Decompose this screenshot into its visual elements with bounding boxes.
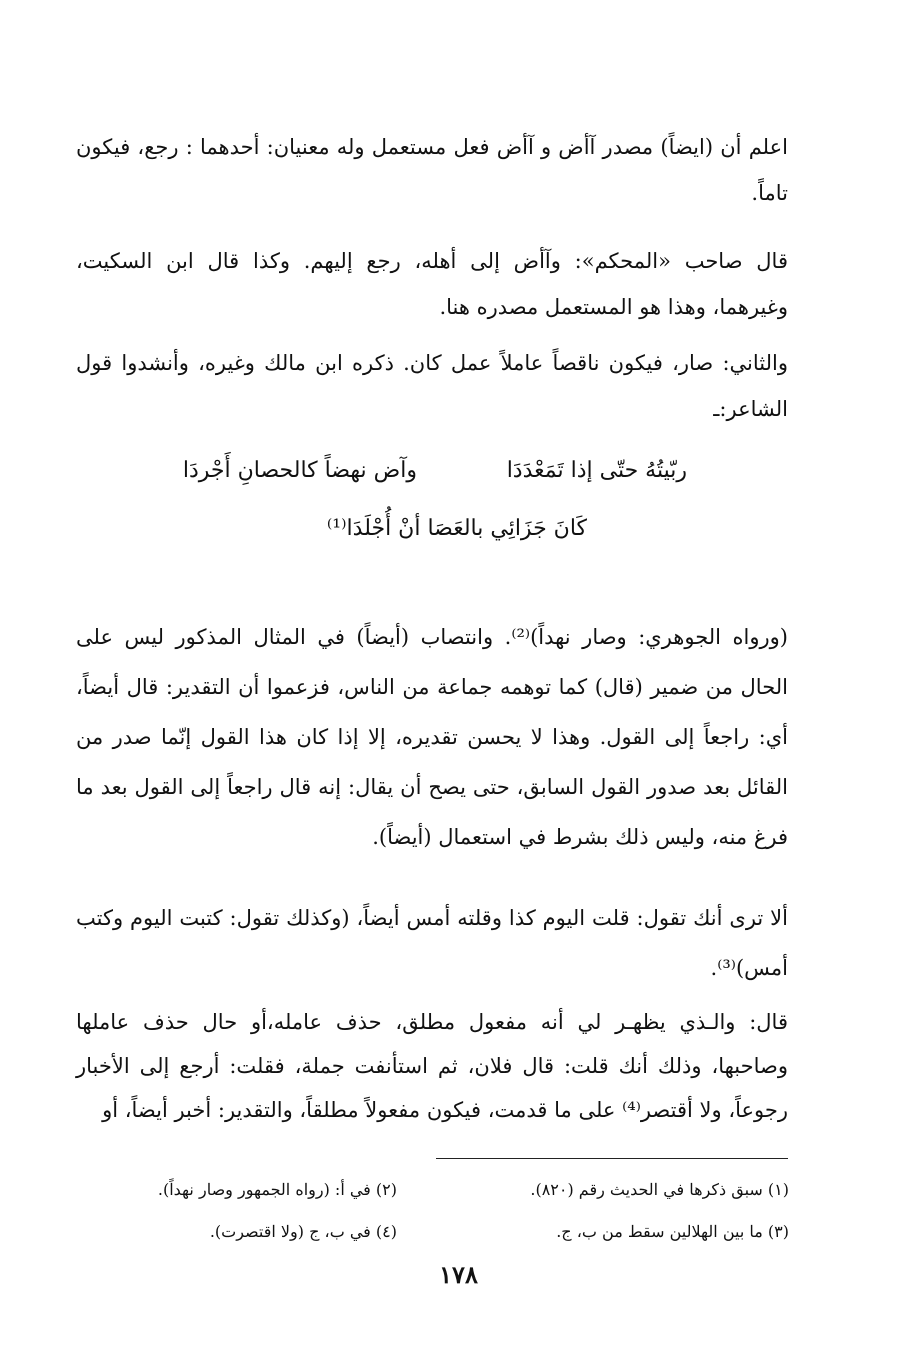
verse-line-1-second-hemistich: وآض نهضاً كالحصانِ أَجْردَا <box>182 458 417 483</box>
paragraph-second-meaning: والثاني: صار، فيكون ناقصاً عاملاً عمل كان. ذكره ابن مالك وغيره، وأنشدوا قول الشاعر:ـ <box>76 351 788 421</box>
verse-line-2: كَانَ جَزَائِي بالعَصَا أنْ أُجْلَدَا⁽¹⁾ <box>326 516 587 541</box>
paragraph-example: ألا ترى أنك تقول: قلت اليوم كذا وقلته أمس أيضاً، (وكذلك تقول: كتبت اليوم وكتب أمس)⁽³⁾. <box>76 906 788 980</box>
footnote-3: (٣) ما بين الهلالين سقط من ب، ج. <box>556 1222 789 1241</box>
page-number: ١٧٨ <box>439 1260 478 1289</box>
footnote-4: (٤) في ب، ج (ولا اقتصرت). <box>209 1222 397 1241</box>
verse-line-1-first-hemistich: ربّيتُهُ حتّى إذا تَمَعْدَدَا <box>506 458 687 483</box>
footnote-1: (١) سبق ذكرها في الحديث رقم (٨٢٠). <box>530 1180 789 1199</box>
footnote-2: (٢) في أ: (رواه الجمهور وصار نهداً). <box>157 1180 397 1199</box>
footnote-divider <box>436 1158 788 1159</box>
paragraph-conclusion: قال: والـذي يظهـر لي أنه مفعول مطلق، حذف عامله،أو حال حذف عاملها وصاحبها، وذلك أنك قلت: قال فلان، ثم استأنفت جملة، فقلت: أرجع إلى الأخبار رجوعاً، ولا أقتصر⁽⁴⁾ على ما قدمت، فيكون مفعولاً مطلقاً، والتقدير: أخبر أيضاً، أو <box>76 1010 788 1122</box>
paragraph-muhkam-quote: قال صاحب «المحكم»: وآأض إلى أهله، رجع إليهم. وكذا قال ابن السكيت، وغيرهما، وهذا هو المستعمل مصدره هنا. <box>76 249 788 319</box>
paragraph-jawhari: (ورواه الجوهري: وصار نهداً)⁽²⁾. وانتصاب (أيضاً) في المثال المذكور ليس على الحال من ضمير (قال) كما توهمه جماعة من الناس، فزعموا أن التقدير: قال أيضاً، أي: راجعاً إلى القول. وهذا لا يحسن تقديره، إلا إذا كان هذا القول إنّما صدر من القائل بعد صدور القول السابق، حتى يصح أن يقال: إنه قال راجعاً إلى القول بعد ما فرغ منه، وليس ذلك بشرط في استعمال (أيضاً). <box>76 625 788 849</box>
paragraph-definition: اعلم أن (ايضاً) مصدر آأض و آأض فعل مستعمل وله معنيان: أحدهما : رجع، فيكون تاماً. <box>76 135 788 205</box>
